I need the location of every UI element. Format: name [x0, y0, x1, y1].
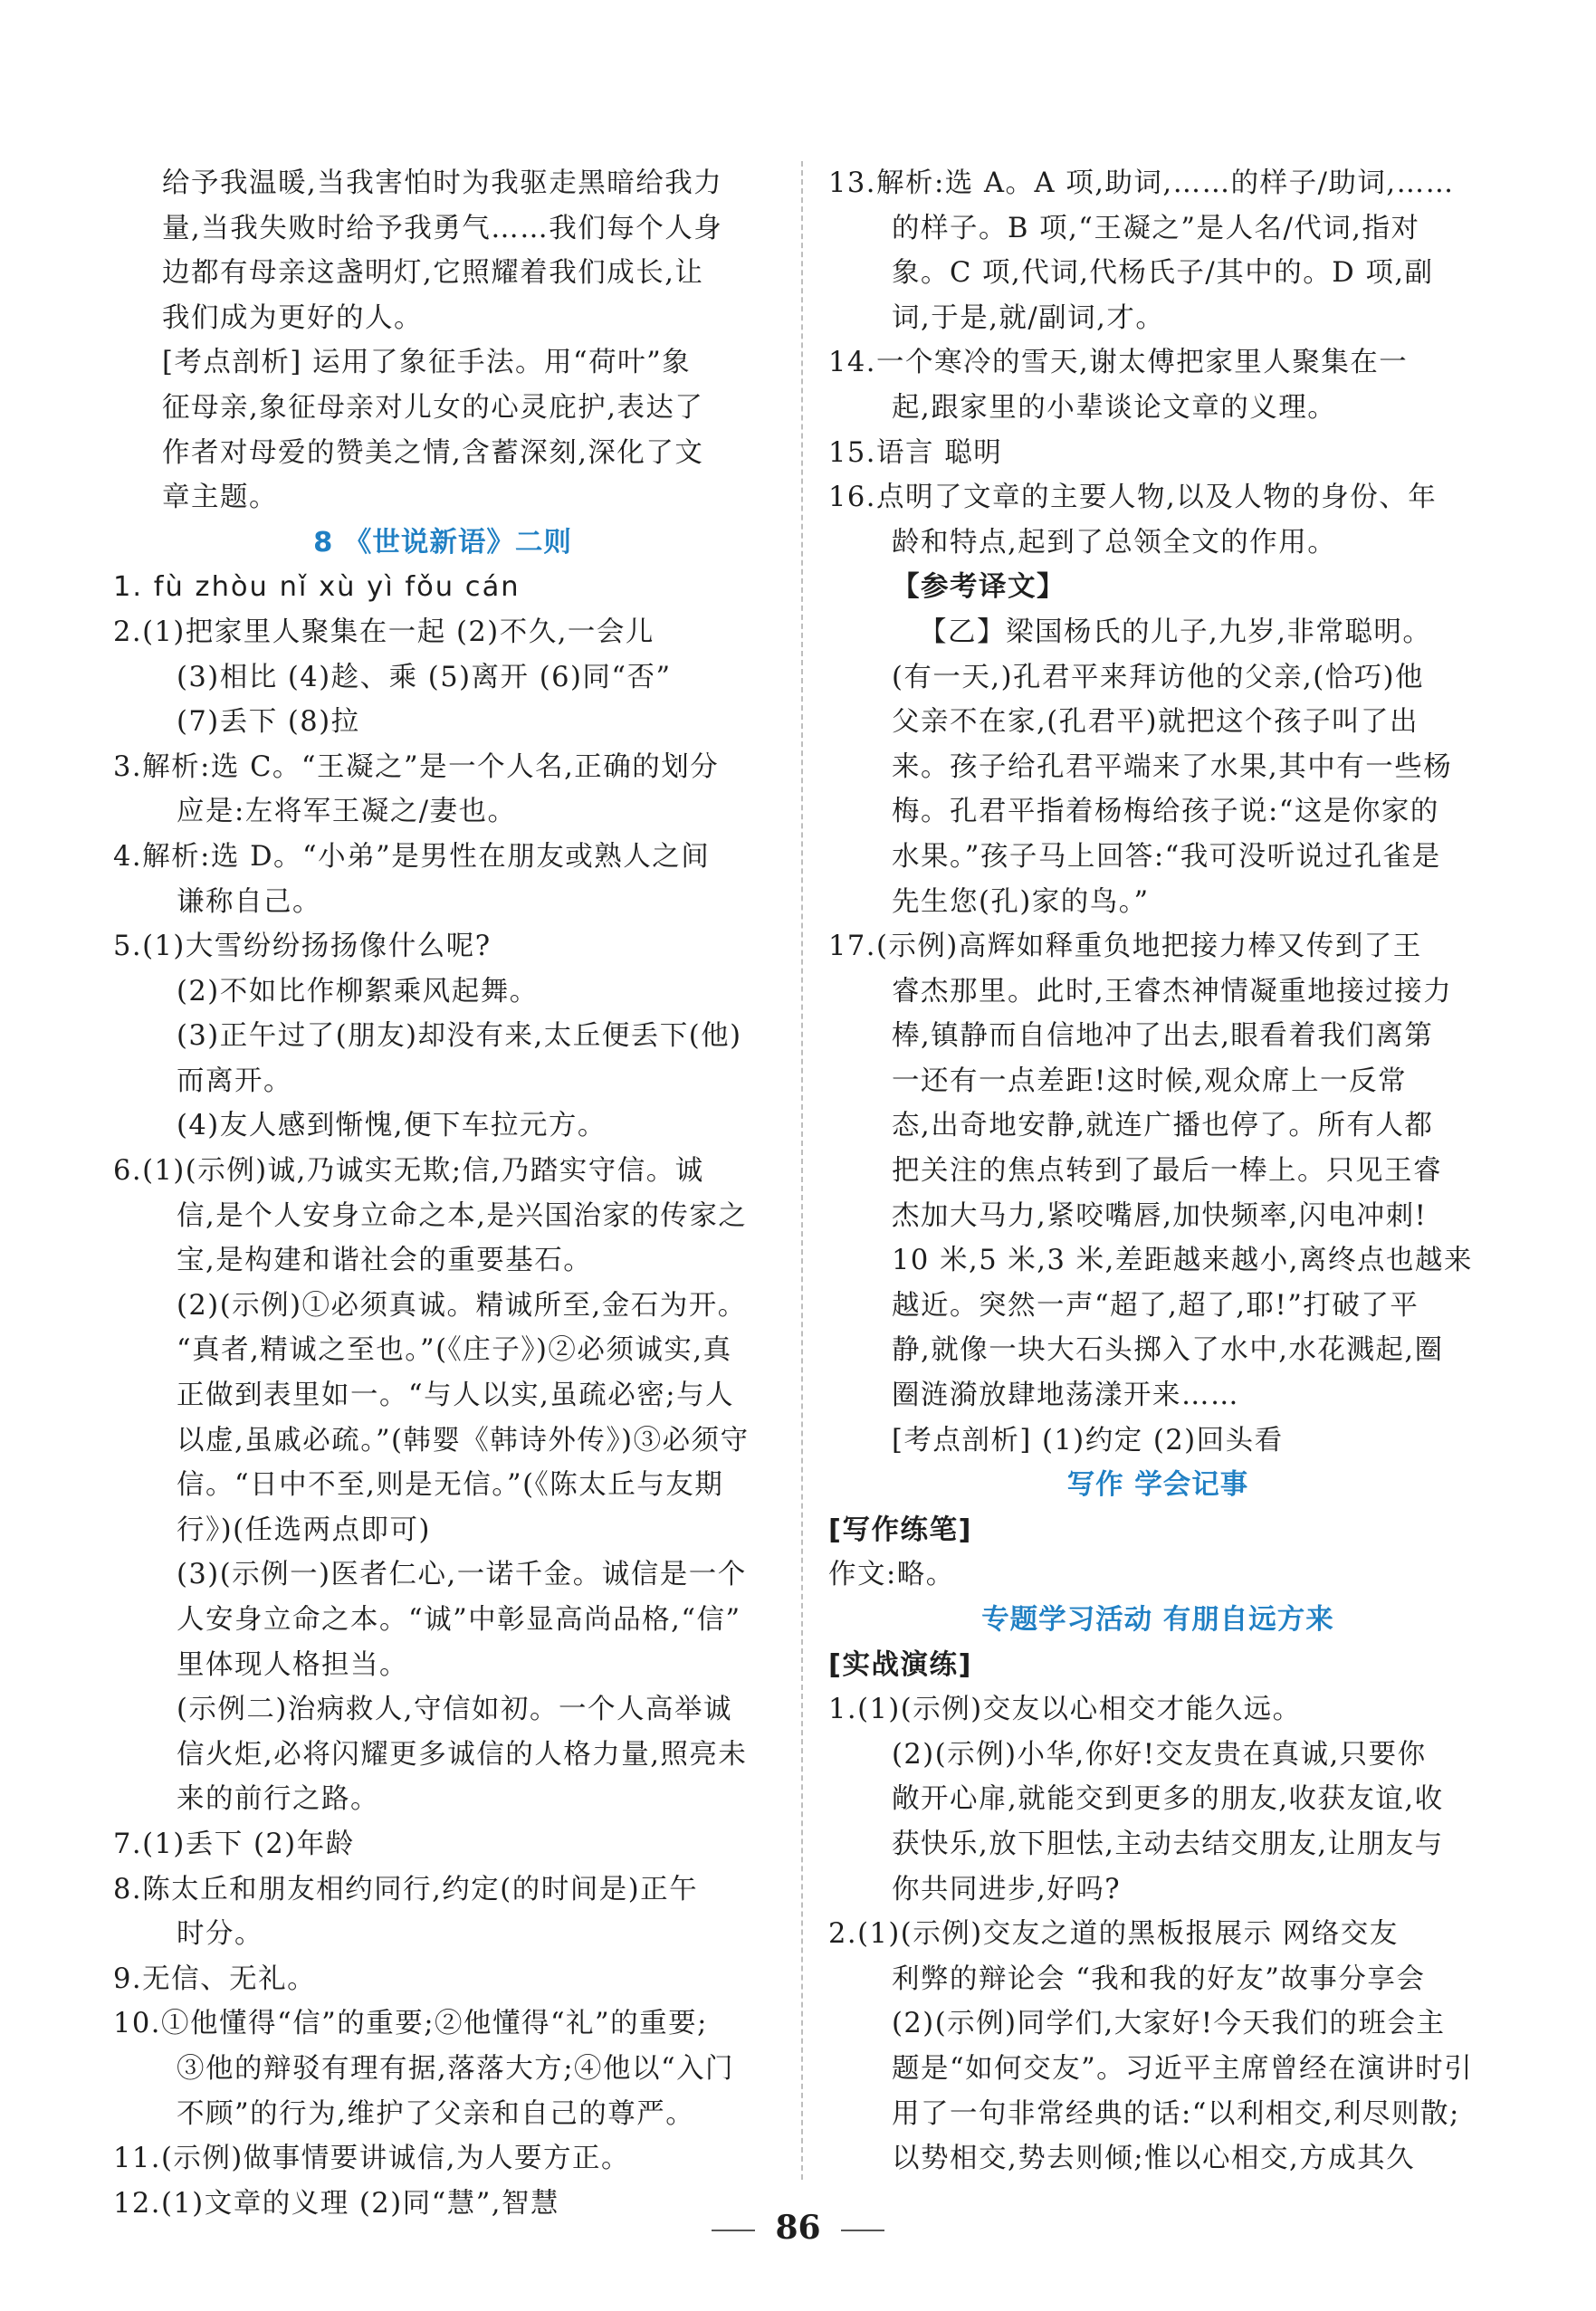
- text-line: 1. fù zhòu nǐ xù yì fǒu cán: [113, 571, 521, 604]
- text-line: 象。C 项,代词,代杨氏子/其中的。D 项,副: [892, 257, 1434, 290]
- text-line: ③他的辩驳有理有据,落落大方;④他以“入门: [177, 2052, 735, 2085]
- text-line: 6.(1)(示例)诚,乃诚实无欺;信,乃踏实守信。诚: [113, 1155, 704, 1188]
- text-line: (3)(示例一)医者仁心,一诺千金。诚信是一个: [177, 1559, 747, 1591]
- text-line: 1.(1)(示例)交友以心相交才能久远。: [828, 1694, 1302, 1726]
- text-line: 把关注的焦点转到了最后一棒上。只见王睿: [892, 1155, 1442, 1188]
- text-line: 信,是个人安身立命之本,是兴国治家的传家之: [177, 1199, 748, 1232]
- column-divider: [801, 161, 803, 2180]
- text-line: 9.无信、无礼。: [113, 1962, 317, 1995]
- text-line: 13.解析:选 A。A 项,助词,……的样子/助词,……: [828, 167, 1455, 199]
- text-line: 信。“日中不至,则是无信。”(《陈太丘与友期: [177, 1469, 724, 1502]
- text-line: (2)(示例)小华,你好!交友贵在真诚,只要你: [892, 1738, 1427, 1771]
- text-line: 越近。突然一声“超了,超了,耶!”打破了平: [892, 1289, 1419, 1322]
- text-line: 词,于是,就/副词,才。: [892, 301, 1165, 334]
- text-line: (4)友人感到惭愧,便下车拉元方。: [177, 1110, 607, 1142]
- text-line: 作者对母爱的赞美之情,含蓄深刻,深化了文: [162, 436, 704, 469]
- section-heading-activity: 专题学习活动 有朋自远方来: [981, 1604, 1334, 1636]
- text-line: 一还有一点差距!这时候,观众席上一反常: [892, 1065, 1407, 1097]
- text-line: 圈涟漪放肆地荡漾开来……: [892, 1380, 1239, 1412]
- page-number: [0, 2209, 1596, 2247]
- text-line: 而离开。: [177, 1065, 292, 1097]
- text-line: 15.语言 聪明: [828, 436, 1003, 469]
- text-line: 利弊的辩论会 “我和我的好友”故事分享会: [892, 1962, 1426, 1995]
- section-heading: 8 《世说新语》二则: [313, 526, 572, 559]
- text-line: 梅。孔君平指着杨梅给孩子说:“这是你家的: [892, 796, 1439, 828]
- text-line: 征母亲,象征母亲对儿女的心灵庇护,表达了: [162, 391, 704, 424]
- text-line: 边都有母亲这盏明灯,它照耀着我们成长,让: [162, 257, 704, 290]
- text-line: 5.(1)大雪纷纷扬扬像什么呢?: [113, 931, 492, 963]
- text-line: 不顾”的行为,维护了父亲和自己的尊严。: [177, 2097, 695, 2130]
- text-line: 以虚,虽戚必疏。”(韩婴《韩诗外传》)③必须守: [177, 1424, 750, 1456]
- text-line: 7.(1)丢下 (2)年龄: [113, 1828, 355, 1860]
- section-heading-writing: 写作 学会记事: [1066, 1469, 1249, 1502]
- text-line: 11.(示例)做事情要讲诚信,为人要方正。: [113, 2143, 630, 2175]
- text-line: 信火炬,必将闪耀更多诚信的人格力量,照亮未: [177, 1738, 748, 1771]
- text-line: 先生您(孔)家的鸟。”: [892, 885, 1150, 918]
- text-line: (2)(示例)同学们,大家好!今天我们的班会主: [892, 2008, 1446, 2040]
- text-line: 17.(示例)高辉如释重负地把接力棒又传到了王: [828, 931, 1422, 963]
- text-line: 章主题。: [162, 482, 278, 514]
- text-line: 谦称自己。: [177, 885, 321, 918]
- right-column: [828, 161, 1487, 2182]
- text-line: 棒,镇静而自信地冲了出去,眼看着我们离第: [892, 1020, 1434, 1053]
- text-line: 敞开心扉,就能交到更多的朋友,收获友谊,收: [892, 1783, 1444, 1816]
- left-column: [113, 161, 772, 2226]
- page-number-dash-left: [712, 2230, 755, 2231]
- text-line: 获快乐,放下胆怯,主动去结交朋友,让朋友与: [892, 1828, 1444, 1860]
- text-line: 来的前行之路。: [177, 1783, 379, 1816]
- text-line: 行》)(任选两点即可): [177, 1514, 431, 1546]
- text-line: 时分。: [177, 1918, 263, 1951]
- text-line: 10 米,5 米,3 米,差距越来越小,离终点也越来: [892, 1245, 1473, 1277]
- text-line: 2.(1)把家里人聚集在一起 (2)不久,一会儿: [113, 616, 655, 648]
- text-line: (3)相比 (4)趁、乘 (5)离开 (6)同“否”: [177, 661, 672, 693]
- text-line: [考点剖析] 运用了象征手法。用“荷叶”象: [162, 347, 692, 379]
- text-line: 的样子。B 项,“王凝之”是人名/代词,指对: [892, 212, 1420, 244]
- text-line: 宝,是构建和谐社会的重要基石。: [177, 1245, 593, 1277]
- text-line: 作文:略。: [828, 1559, 955, 1591]
- text-line: 8.陈太丘和朋友相约同行,约定(的时间是)正午: [113, 1873, 699, 1905]
- text-line: 以势相交,势去则倾;惟以心相交,方成其久: [892, 2143, 1416, 2175]
- translation-tag: 【参考译文】: [892, 571, 1066, 604]
- text-line: 父亲不在家,(孔君平)就把这个孩子叫了出: [892, 706, 1419, 739]
- text-line: (3)正午过了(朋友)却没有来,太丘便丢下(他): [177, 1020, 742, 1053]
- text-line: 4.解析:选 D。“小弟”是男性在朋友或熟人之间: [113, 840, 711, 873]
- text-line: 14.一个寒冷的雪天,谢太傅把家里人聚集在一: [828, 347, 1409, 379]
- text-line: 里体现人格担当。: [177, 1648, 408, 1681]
- text-line: 3.解析:选 C。“王凝之”是一个人名,正确的划分: [113, 750, 720, 783]
- text-line: 12.(1)文章的义理 (2)同“慧”,智慧: [113, 2187, 559, 2220]
- text-line: 用了一句非常经典的话:“以利相交,利尽则散;: [892, 2097, 1460, 2130]
- text-line: 睿杰那里。此时,王睿杰神情凝重地接过接力: [892, 975, 1453, 1007]
- text-line: 水果。”孩子马上回答:“我可没听说过孔雀是: [892, 840, 1441, 873]
- text-line: 量,当我失败时给予我勇气……我们每个人身: [162, 212, 723, 244]
- text-line: 人安身立命之本。“诚”中彰显高尚品格,“信”: [177, 1604, 741, 1636]
- text-line: (7)丢下 (8)拉: [177, 706, 360, 739]
- text-line: 你共同进步,好吗?: [892, 1873, 1122, 1905]
- text-line: 杰加大马力,紧咬嘴唇,加快频率,闪电冲刺!: [892, 1199, 1428, 1232]
- text-line: 给予我温暖,当我害怕时为我驱走黑暗给我力: [162, 167, 723, 199]
- text-line: 我们成为更好的人。: [162, 301, 423, 334]
- text-line: 2.(1)(示例)交友之道的黑板报展示 网络交友: [828, 1918, 1399, 1951]
- text-line: 起,跟家里的小辈谈论文章的义理。: [892, 391, 1337, 424]
- writing-practice-tag: [写作练笔]: [828, 1514, 972, 1546]
- text-line: “真者,精诚之至也。”(《庄子》)②必须诚实,真: [177, 1334, 732, 1367]
- text-line: 态,出奇地安静,就连广播也停了。所有人都: [892, 1110, 1434, 1142]
- text-line: 静,就像一块大石头掷入了水中,水花溅起,圈: [892, 1334, 1444, 1367]
- text-line: [考点剖析] (1)约定 (2)回头看: [892, 1424, 1284, 1456]
- page-number-dash-right: [841, 2230, 884, 2231]
- text-line: 来。孩子给孔君平端来了水果,其中有一些杨: [892, 750, 1453, 783]
- page-number-value: 86: [775, 2209, 821, 2247]
- practice-tag: [实战演练]: [828, 1648, 972, 1681]
- text-line: 10.①他懂得“信”的重要;②他懂得“礼”的重要;: [113, 2008, 708, 2040]
- text-line: 龄和特点,起到了总领全文的作用。: [892, 526, 1337, 559]
- text-line: 应是:左将军王凝之/妻也。: [177, 796, 517, 828]
- text-line: (2)(示例)①必须真诚。精诚所至,金石为开。: [177, 1289, 747, 1322]
- text-line: 题是“如何交友”。习近平主席曾经在演讲时引: [892, 2052, 1474, 2085]
- text-line: (示例二)治病救人,守信如初。一个人高举诚: [177, 1694, 732, 1726]
- text-line: (2)不如比作柳絮乘风起舞。: [177, 975, 539, 1007]
- text-line: 【乙】梁国杨氏的儿子,九岁,非常聪明。: [919, 616, 1432, 648]
- text-line: 正做到表里如一。“与人以实,虽疏必密;与人: [177, 1380, 735, 1412]
- text-line: 16.点明了文章的主要人物,以及人物的身份、年: [828, 482, 1438, 514]
- text-line: (有一天,)孔君平来拜访他的父亲,(恰巧)他: [892, 661, 1424, 693]
